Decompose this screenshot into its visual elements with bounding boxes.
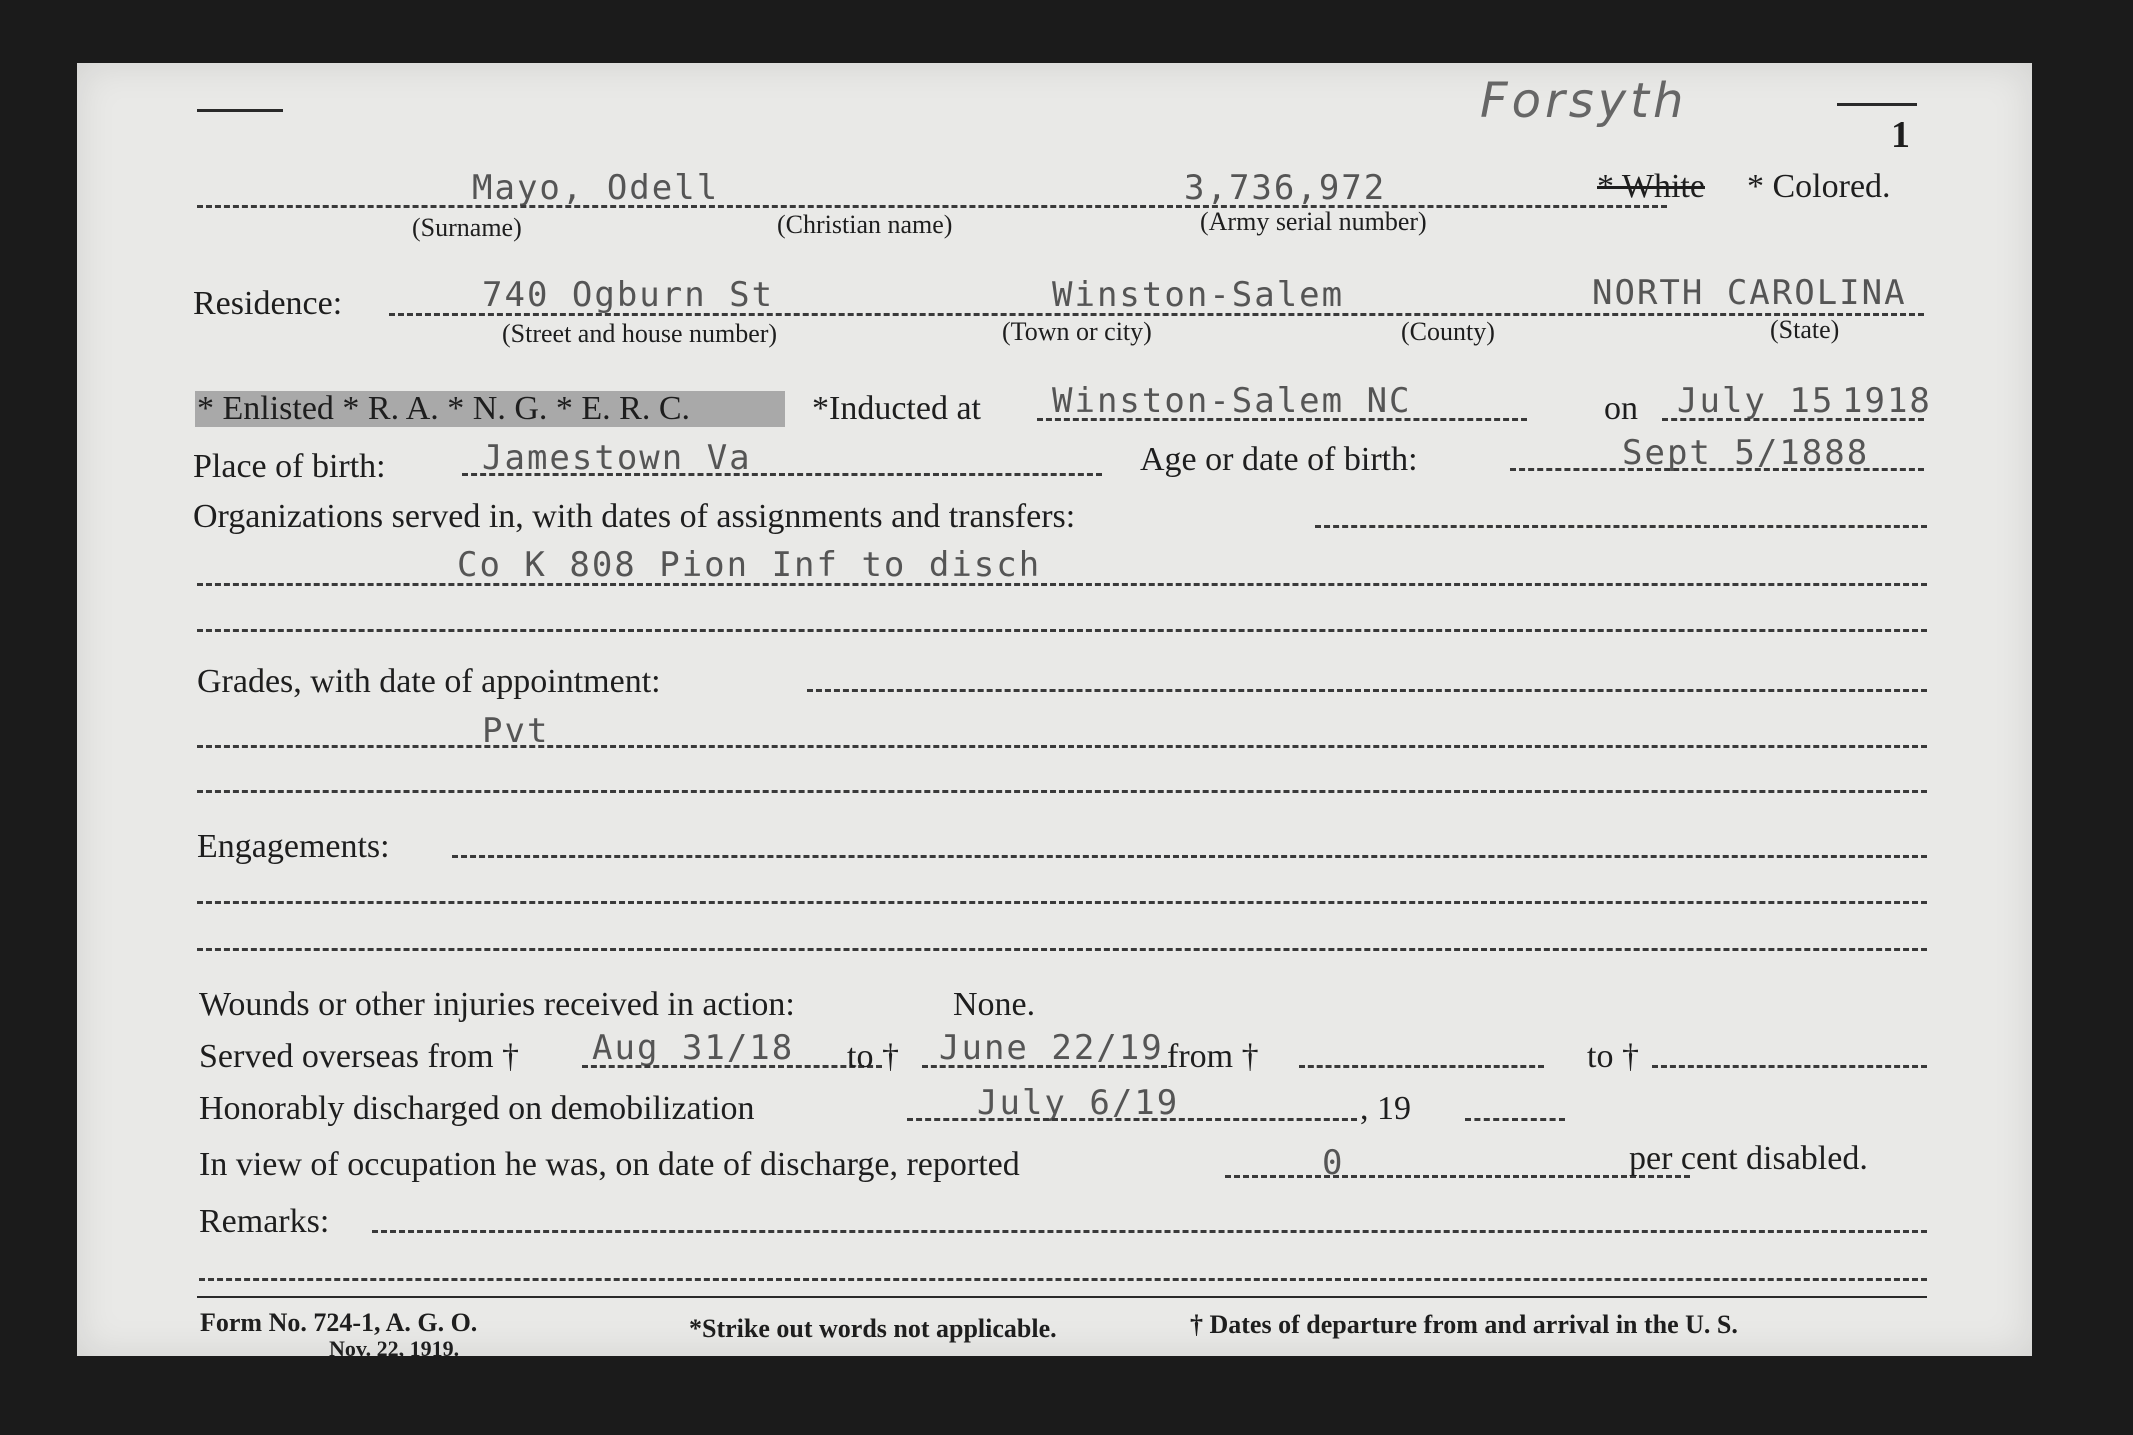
white-option: * White (1597, 168, 1705, 205)
overseas-to-value: June 22/19 (939, 1028, 1164, 1068)
place-of-birth-line (462, 473, 1102, 476)
name-line (197, 205, 1667, 208)
discharge-value: July 6/19 (977, 1083, 1180, 1123)
inducted-line (1037, 418, 1527, 421)
grades-value: Pvt (482, 711, 550, 751)
engagements-line-1 (452, 855, 1927, 858)
disability-label: In view of occupation he was, on date of discharge, reported (199, 1146, 1020, 1183)
discharge-year-line (1465, 1118, 1565, 1121)
served-overseas-label: Served overseas from † (199, 1038, 520, 1075)
form-date: Nov. 22, 1919. (329, 1336, 460, 1361)
remarks-line-2 (199, 1278, 1927, 1281)
serial-caption: (Army serial number) (1200, 207, 1427, 236)
overseas-to-line (922, 1065, 1167, 1068)
state-caption: (State) (1770, 315, 1840, 344)
city-caption: (Town or city) (1002, 317, 1152, 346)
organizations-value: Co K 808 Pion Inf to disch (457, 545, 1042, 585)
street-value: 740 Ogburn St (482, 275, 775, 315)
on-label: on (1604, 390, 1638, 427)
county-handwritten-note: Forsyth (1480, 73, 1688, 129)
overseas-to2-label: to † (1587, 1038, 1639, 1075)
inducted-label: *Inducted at (812, 390, 981, 427)
wounds-label: Wounds or other injuries received in action: (199, 986, 795, 1023)
inducted-year-value: 1918 (1842, 381, 1932, 421)
disability-line (1225, 1175, 1690, 1178)
remarks-line-1 (372, 1230, 1927, 1233)
disability-suffix: per cent disabled. (1629, 1140, 1868, 1177)
place-of-birth-label: Place of birth: (193, 448, 386, 485)
card-number: 1 (1891, 114, 1910, 156)
serial-value: 3,736,972 (1184, 168, 1387, 208)
grades-line-1 (807, 689, 1927, 692)
grades-line-2 (197, 745, 1927, 748)
discharge-line (907, 1118, 1357, 1121)
top-left-rule (197, 109, 283, 112)
name-value: Mayo, Odell (472, 168, 720, 208)
dates-note: † Dates of departure from and arrival in the U. S. (1190, 1310, 1738, 1339)
residence-line (389, 313, 1924, 316)
discharge-year-prefix: , 19 (1360, 1090, 1411, 1127)
overseas-to2-line (1652, 1065, 1927, 1068)
discharge-label: Honorably discharged on demobilization (199, 1090, 755, 1127)
grades-label: Grades, with date of appointment: (197, 663, 661, 700)
county-caption: (County) (1401, 317, 1495, 346)
inducted-date-line (1662, 418, 1924, 421)
enlisted-options: * Enlisted * R. A. * N. G. * E. R. C. (197, 390, 691, 427)
overseas-from2-label: from † (1167, 1038, 1259, 1075)
age-value: Sept 5/1888 (1622, 433, 1870, 473)
top-right-rule (1837, 103, 1917, 106)
engagements-label: Engagements: (197, 828, 390, 865)
street-caption: (Street and house number) (502, 319, 778, 348)
engagements-line-2 (197, 901, 1927, 904)
organizations-line-2 (197, 583, 1927, 586)
service-record-card (77, 63, 2032, 1361)
strike-out-note: *Strike out words not applicable. (689, 1314, 1057, 1343)
overseas-to-label: to † (847, 1038, 899, 1075)
organizations-label: Organizations served in, with dates of assignments and transfers: (193, 498, 1076, 535)
colored-option: * Colored. (1747, 168, 1891, 205)
disability-value: 0 (1322, 1143, 1345, 1183)
surname-caption: (Surname) (412, 213, 522, 242)
state-value: NORTH CAROLINA (1592, 273, 1907, 313)
age-line (1510, 468, 1924, 471)
inducted-value: Winston-Salem NC (1052, 381, 1412, 421)
overseas-from-line (582, 1065, 882, 1068)
christian-name-caption: (Christian name) (777, 210, 953, 239)
grades-line-3 (197, 790, 1927, 793)
inducted-date-value: July 15 (1677, 381, 1835, 421)
remarks-label: Remarks: (199, 1203, 330, 1240)
city-value: Winston-Salem (1052, 275, 1345, 315)
organizations-line-1 (1315, 525, 1927, 528)
age-label: Age or date of birth: (1140, 441, 1418, 478)
footer-rule (197, 1296, 1927, 1298)
wounds-value: None. (953, 986, 1036, 1023)
place-of-birth-value: Jamestown Va (482, 438, 752, 478)
residence-label: Residence: (193, 285, 343, 322)
engagements-line-3 (197, 948, 1927, 951)
overseas-from2-line (1299, 1065, 1544, 1068)
overseas-from-value: Aug 31/18 (592, 1028, 795, 1068)
form-number: Form No. 724-1, A. G. O. (200, 1308, 478, 1337)
organizations-line-3 (197, 629, 1927, 632)
